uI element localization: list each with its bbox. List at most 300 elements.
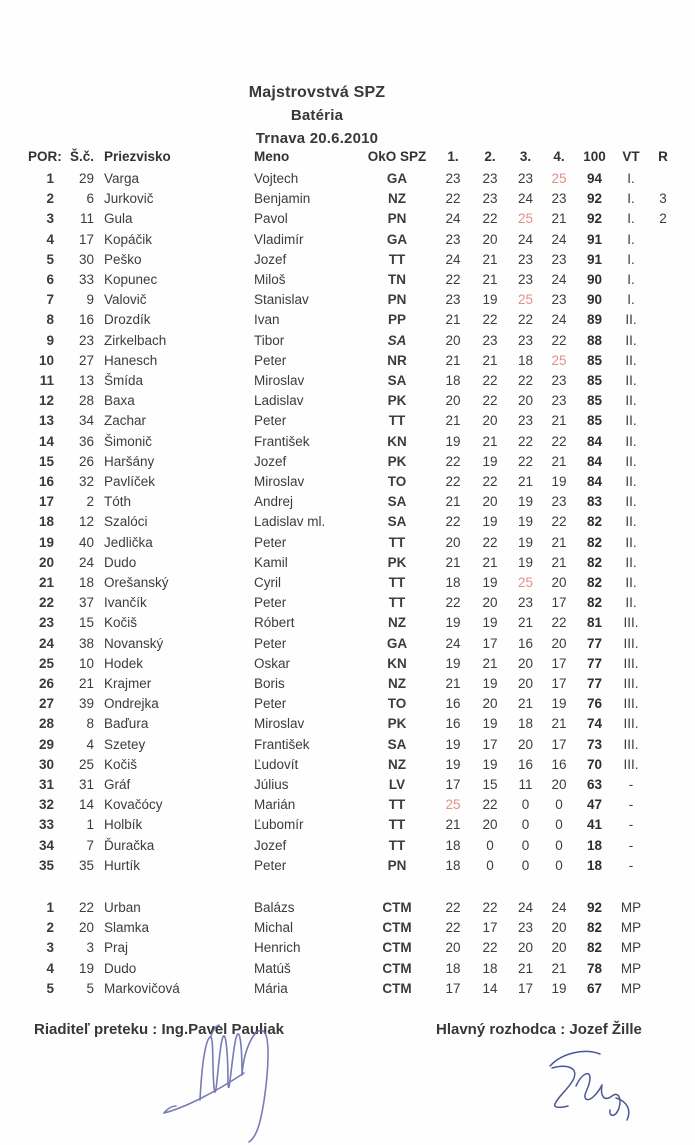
surname-cell: Novanský — [104, 635, 164, 651]
performance-class-cell: II. — [625, 332, 637, 348]
performance-class-cell: II. — [625, 595, 637, 611]
score-2-cell: 20 — [482, 696, 498, 712]
club-cell: PN — [387, 292, 407, 308]
club-cell: CTM — [382, 960, 412, 976]
total-cell: 81 — [586, 615, 603, 631]
score-1-cell: 21 — [445, 554, 461, 570]
firstname-cell: Ľudovít — [254, 756, 299, 772]
surname-cell: Baxa — [104, 393, 135, 409]
score-2-cell: 22 — [482, 211, 498, 227]
score-2-cell: 20 — [482, 231, 498, 247]
club-cell: PN — [387, 857, 407, 873]
firstname-cell: Matúš — [254, 960, 291, 976]
header-round-3: 3. — [519, 149, 532, 164]
club-cell: PN — [387, 211, 407, 227]
rank-cell: 33 — [38, 817, 54, 833]
firstname-cell: Július — [254, 777, 289, 792]
rank-cell: 12 — [38, 393, 54, 409]
result-row — [28, 856, 688, 876]
score-2-cell: 22 — [482, 373, 498, 388]
score-3-cell: 23 — [517, 920, 534, 936]
start-number-cell: 34 — [78, 413, 94, 429]
score-3-cell: 20 — [517, 736, 534, 752]
result-row — [28, 351, 688, 371]
rank-cell: 20 — [38, 554, 54, 570]
rank-cell: 25 — [38, 655, 54, 671]
club-cell: PP — [387, 312, 406, 328]
score-3-cell: 0 — [521, 837, 530, 853]
score-4-cell: 22 — [551, 615, 567, 631]
rank-cell: 30 — [38, 756, 54, 772]
result-row — [28, 270, 688, 290]
performance-class-cell: II. — [625, 474, 637, 489]
performance-class-cell: III. — [623, 696, 639, 712]
firstname-cell: Ladislav — [254, 393, 304, 409]
score-3-cell: 0 — [521, 857, 530, 873]
club-cell: SA — [387, 373, 407, 388]
score-1-cell: 19 — [445, 736, 461, 752]
club-cell: SA — [387, 514, 407, 530]
firstname-cell: Ivan — [254, 312, 280, 328]
rank-cell: 4 — [46, 231, 54, 247]
surname-cell: Dudo — [104, 960, 137, 976]
score-3-cell: 0 — [521, 817, 530, 833]
score-1-cell: 20 — [445, 940, 461, 956]
firstname-cell: Vladimír — [254, 231, 304, 247]
score-2-cell: 17 — [482, 920, 498, 936]
score-3-cell: 18 — [517, 716, 534, 732]
performance-class-cell: I. — [627, 211, 635, 227]
total-cell: 41 — [586, 817, 603, 833]
performance-class-cell: III. — [623, 736, 639, 752]
performance-class-cell: MP — [620, 920, 642, 936]
rank-cell: 1 — [46, 900, 54, 915]
score-3-cell: 23 — [517, 332, 534, 348]
score-2-cell: 18 — [482, 960, 498, 976]
score-4-cell: 17 — [551, 595, 567, 611]
score-1-cell: 24 — [445, 635, 461, 651]
rank-cell: 31 — [38, 777, 54, 792]
score-1-cell: 21 — [445, 676, 461, 691]
performance-class-cell: III. — [623, 655, 639, 671]
score-2-cell: 21 — [482, 554, 498, 570]
score-2-cell: 19 — [482, 292, 498, 308]
performance-class-cell: MP — [620, 940, 642, 956]
total-cell: 92 — [586, 191, 603, 207]
surname-cell: Kovačócy — [104, 797, 163, 813]
result-row — [28, 371, 688, 391]
score-4-cell: 21 — [551, 413, 567, 429]
start-number-cell: 25 — [78, 756, 94, 772]
rank-cell: 8 — [46, 312, 54, 328]
start-number-cell: 31 — [78, 777, 94, 792]
total-cell: 73 — [586, 736, 603, 752]
score-1-cell: 16 — [445, 696, 461, 712]
start-number-cell: 6 — [86, 191, 94, 207]
total-cell: 89 — [586, 312, 603, 328]
club-cell: CTM — [382, 940, 412, 956]
start-number-cell: 10 — [78, 655, 94, 671]
surname-cell: Hanesch — [104, 352, 158, 368]
club-cell: SA — [387, 332, 407, 348]
venue-date-title: Trnava 20.6.2010 — [255, 130, 379, 147]
club-cell: NZ — [388, 191, 406, 207]
club-cell: NZ — [388, 756, 406, 772]
total-cell: 70 — [586, 756, 603, 772]
score-4-cell: 24 — [551, 312, 567, 328]
rank-cell: 28 — [38, 716, 54, 732]
total-cell: 74 — [586, 716, 603, 732]
surname-cell: Kočiš — [104, 615, 138, 631]
firstname-cell: Ľubomír — [254, 817, 304, 833]
score-3-cell: 23 — [517, 413, 534, 429]
score-1-cell: 22 — [445, 920, 461, 936]
rank-cell: 35 — [38, 857, 54, 873]
result-row — [28, 472, 688, 492]
championship-title: Majstrovstvá SPZ — [248, 84, 386, 101]
start-number-cell: 17 — [78, 231, 94, 247]
surname-cell: Dudo — [104, 554, 137, 570]
firstname-cell: Andrej — [254, 494, 294, 510]
score-3-cell: 19 — [517, 534, 534, 550]
start-number-cell: 36 — [78, 433, 94, 449]
score-4-cell: 19 — [551, 474, 567, 489]
start-number-cell: 7 — [86, 837, 94, 853]
surname-cell: Markovičová — [104, 980, 180, 996]
score-1-cell: 19 — [445, 433, 461, 449]
header-start-number: Š.č. — [69, 149, 94, 164]
score-3-cell: 20 — [517, 655, 534, 671]
firstname-cell: Oskar — [254, 655, 291, 671]
result-row — [28, 613, 688, 633]
result-row — [28, 411, 688, 431]
score-3-cell: 25 — [517, 575, 534, 590]
score-1-cell: 17 — [445, 980, 461, 996]
rank-cell: 3 — [46, 940, 54, 956]
score-2-cell: 22 — [482, 797, 498, 813]
total-cell: 84 — [586, 474, 603, 489]
score-2-cell: 19 — [482, 575, 498, 590]
rank-cell: 19 — [38, 534, 54, 550]
start-number-cell: 40 — [78, 534, 94, 550]
rank-cell: 27 — [38, 696, 54, 712]
header-runoff: R — [658, 149, 668, 164]
score-3-cell: 19 — [517, 514, 534, 530]
header-firstname: Meno — [254, 149, 290, 164]
result-row — [28, 694, 688, 714]
performance-class-cell: I. — [627, 272, 635, 287]
club-cell: GA — [386, 635, 408, 651]
score-3-cell: 20 — [517, 940, 534, 956]
score-4-cell: 20 — [551, 777, 567, 792]
start-number-cell: 32 — [78, 474, 94, 489]
start-number-cell: 12 — [78, 514, 94, 530]
score-3-cell: 18 — [517, 352, 534, 368]
firstname-cell: Marián — [254, 797, 296, 813]
start-number-cell: 1 — [86, 817, 94, 833]
club-cell: TO — [387, 474, 407, 489]
score-4-cell: 24 — [551, 900, 567, 915]
score-4-cell: 17 — [551, 736, 567, 752]
result-row — [28, 654, 688, 674]
table-header-row — [28, 147, 688, 167]
score-3-cell: 19 — [517, 494, 534, 510]
surname-cell: Gráf — [104, 777, 131, 792]
header-club: OkO SPZ — [367, 149, 427, 164]
club-cell: NZ — [388, 615, 406, 631]
performance-class-cell: III. — [623, 635, 639, 651]
header-total: 100 — [583, 149, 606, 164]
performance-class-cell: - — [628, 857, 634, 873]
result-row — [28, 674, 688, 694]
score-2-cell: 19 — [482, 676, 498, 691]
start-number-cell: 18 — [78, 575, 94, 590]
start-number-cell: 8 — [86, 716, 94, 732]
score-1-cell: 22 — [445, 595, 461, 611]
surname-cell: Urban — [104, 900, 141, 915]
rank-cell: 4 — [46, 960, 54, 976]
header-round-4: 4. — [553, 149, 565, 164]
rank-cell: 7 — [46, 292, 54, 308]
chief-referee-label: Hlavný rozhodca : Jozef Žille — [436, 1021, 642, 1038]
rank-cell: 21 — [38, 575, 54, 590]
rank-cell: 5 — [46, 980, 54, 996]
surname-cell: Hurtík — [104, 857, 141, 873]
total-cell: 92 — [586, 900, 603, 915]
result-row — [28, 230, 688, 250]
score-3-cell: 24 — [517, 191, 534, 207]
surname-cell: Orešanský — [104, 575, 169, 590]
firstname-cell: Miroslav — [254, 373, 305, 388]
score-2-cell: 21 — [482, 272, 498, 287]
score-4-cell: 21 — [551, 211, 567, 227]
rank-cell: 24 — [38, 635, 54, 651]
result-row — [28, 755, 688, 775]
total-cell: 82 — [586, 595, 603, 611]
total-cell: 85 — [586, 352, 603, 368]
score-3-cell: 23 — [517, 251, 534, 267]
club-cell: KN — [387, 433, 407, 449]
rank-cell: 10 — [38, 352, 54, 368]
score-4-cell: 25 — [551, 171, 567, 186]
club-cell: TT — [388, 817, 406, 833]
firstname-cell: Boris — [254, 676, 285, 691]
result-row — [28, 209, 688, 229]
score-2-cell: 22 — [482, 534, 498, 550]
score-4-cell: 17 — [551, 676, 567, 691]
runoff-cell: 2 — [659, 211, 667, 227]
performance-class-cell: - — [628, 797, 634, 813]
firstname-cell: Jozef — [254, 837, 287, 853]
score-3-cell: 25 — [517, 292, 534, 308]
score-2-cell: 22 — [482, 474, 498, 489]
club-cell: TT — [388, 837, 406, 853]
score-4-cell: 23 — [551, 494, 567, 510]
club-cell: GA — [386, 171, 408, 186]
total-cell: 83 — [586, 494, 603, 510]
rank-cell: 15 — [38, 453, 54, 469]
total-cell: 18 — [586, 857, 603, 873]
score-4-cell: 21 — [551, 453, 567, 469]
score-4-cell: 24 — [551, 231, 567, 247]
score-1-cell: 18 — [445, 960, 461, 976]
surname-cell: Tóth — [104, 494, 132, 510]
start-number-cell: 37 — [78, 595, 94, 611]
performance-class-cell: III. — [623, 756, 639, 772]
surname-cell: Ďuračka — [104, 837, 155, 853]
firstname-cell: Henrich — [254, 940, 301, 956]
performance-class-cell: MP — [620, 960, 642, 976]
start-number-cell: 26 — [78, 453, 94, 469]
performance-class-cell: III. — [623, 676, 639, 691]
firstname-cell: Benjamin — [254, 191, 311, 207]
surname-cell: Šmída — [104, 373, 144, 388]
result-row — [28, 391, 688, 411]
result-row — [28, 918, 688, 938]
firstname-cell: Stanislav — [254, 292, 309, 308]
firstname-cell: Tibor — [254, 332, 285, 348]
surname-cell: Praj — [104, 940, 129, 956]
score-2-cell: 23 — [482, 191, 498, 207]
score-3-cell: 20 — [517, 393, 534, 409]
score-3-cell: 22 — [517, 373, 534, 388]
score-1-cell: 20 — [445, 332, 461, 348]
performance-class-cell: II. — [625, 352, 637, 368]
firstname-cell: Pavol — [254, 211, 288, 227]
total-cell: 63 — [586, 777, 603, 792]
document-title-block — [0, 84, 634, 147]
total-cell: 85 — [586, 393, 603, 409]
score-1-cell: 21 — [445, 494, 461, 510]
result-row — [28, 979, 688, 999]
result-row — [28, 169, 688, 189]
total-cell: 18 — [586, 837, 603, 853]
firstname-cell: Miloš — [254, 272, 286, 287]
result-row — [28, 573, 688, 593]
result-row — [28, 898, 688, 918]
rank-cell: 14 — [38, 433, 54, 449]
score-4-cell: 20 — [551, 575, 567, 590]
runoff-cell: 3 — [659, 191, 667, 207]
score-2-cell: 22 — [482, 940, 498, 956]
firstname-cell: Ladislav ml. — [254, 514, 326, 530]
score-2-cell: 23 — [482, 171, 498, 186]
score-1-cell: 21 — [445, 817, 461, 833]
firstname-cell: Mária — [254, 980, 288, 996]
club-cell: TT — [388, 797, 406, 813]
total-cell: 84 — [586, 433, 603, 449]
surname-cell: Ondrejka — [104, 696, 159, 712]
start-number-cell: 9 — [86, 292, 94, 308]
score-4-cell: 0 — [555, 817, 563, 833]
performance-class-cell: II. — [625, 413, 637, 429]
performance-class-cell: - — [628, 837, 634, 853]
discipline-title: Batéria — [290, 107, 344, 124]
score-4-cell: 19 — [551, 696, 567, 712]
score-4-cell: 21 — [551, 960, 567, 976]
club-cell: TT — [388, 595, 406, 611]
score-3-cell: 23 — [517, 171, 534, 186]
surname-cell: Pavlíček — [104, 474, 156, 489]
score-1-cell: 17 — [445, 777, 461, 792]
rank-cell: 17 — [38, 494, 54, 510]
club-cell: CTM — [382, 920, 412, 936]
club-cell: CTM — [382, 900, 412, 915]
score-1-cell: 22 — [445, 191, 461, 207]
surname-cell: Hodek — [104, 655, 144, 671]
score-1-cell: 23 — [445, 231, 461, 247]
score-1-cell: 19 — [445, 655, 461, 671]
score-4-cell: 25 — [551, 352, 567, 368]
start-number-cell: 27 — [78, 352, 94, 368]
score-4-cell: 23 — [551, 251, 567, 267]
performance-class-cell: - — [628, 817, 634, 833]
score-1-cell: 24 — [445, 251, 461, 267]
firstname-cell: Kamil — [254, 554, 288, 570]
surname-cell: Jedlička — [104, 534, 153, 550]
start-number-cell: 22 — [78, 900, 94, 915]
performance-class-cell: II. — [625, 554, 637, 570]
score-3-cell: 22 — [517, 453, 534, 469]
score-4-cell: 23 — [551, 191, 567, 207]
score-3-cell: 22 — [517, 312, 534, 328]
race-director-label: Riaditeľ preteku : Ing.Pavel Pauliak — [34, 1021, 285, 1038]
start-number-cell: 29 — [78, 171, 94, 186]
total-cell: 85 — [586, 413, 603, 429]
result-row — [28, 432, 688, 452]
club-cell: PK — [387, 716, 407, 732]
club-cell: SA — [387, 736, 407, 752]
firstname-cell: Peter — [254, 696, 287, 712]
score-4-cell: 23 — [551, 292, 567, 308]
firstname-cell: Peter — [254, 413, 287, 429]
score-1-cell: 22 — [445, 514, 461, 530]
rank-cell: 18 — [38, 514, 54, 530]
performance-class-cell: I. — [627, 251, 635, 267]
score-2-cell: 21 — [482, 433, 498, 449]
header-surname: Priezvisko — [104, 149, 171, 164]
score-2-cell: 20 — [482, 595, 498, 611]
score-1-cell: 18 — [445, 857, 461, 873]
score-2-cell: 19 — [482, 615, 498, 631]
score-1-cell: 19 — [445, 615, 461, 631]
total-cell: 78 — [586, 960, 603, 976]
rank-cell: 13 — [38, 413, 54, 429]
result-row — [28, 492, 688, 512]
score-1-cell: 25 — [445, 797, 461, 813]
total-cell: 82 — [586, 554, 603, 570]
score-2-cell: 21 — [482, 655, 498, 671]
score-1-cell: 18 — [445, 575, 461, 590]
result-row — [28, 250, 688, 270]
rank-cell: 23 — [38, 615, 54, 631]
performance-class-cell: MP — [620, 980, 642, 996]
score-3-cell: 24 — [517, 231, 534, 247]
score-4-cell: 21 — [551, 534, 567, 550]
score-2-cell: 17 — [482, 635, 498, 651]
rank-cell: 5 — [46, 251, 54, 267]
score-4-cell: 23 — [551, 393, 567, 409]
club-cell: PK — [387, 393, 407, 409]
surname-cell: Zachar — [104, 413, 147, 429]
result-row — [28, 290, 688, 310]
firstname-cell: Peter — [254, 857, 287, 873]
score-4-cell: 17 — [551, 655, 567, 671]
score-2-cell: 22 — [482, 312, 498, 328]
performance-class-cell: III. — [623, 615, 639, 631]
club-cell: NR — [387, 352, 407, 368]
start-number-cell: 16 — [78, 312, 94, 328]
